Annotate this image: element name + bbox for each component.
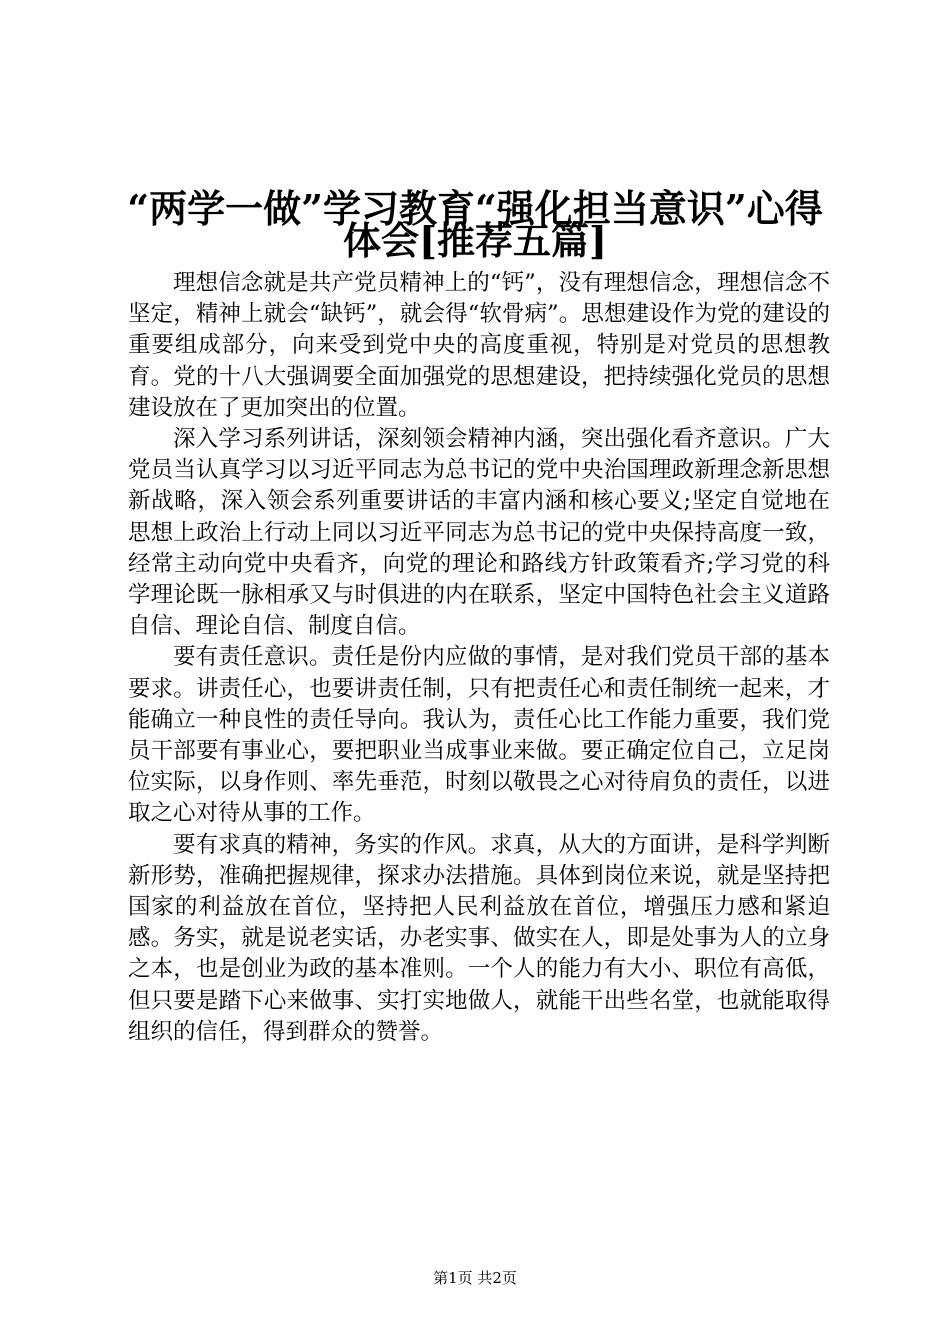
document-title-line-1: “两学一做”学习教育“强化担当意识”心得 [127, 186, 823, 231]
paragraph: 深入学习系列讲话，深刻领会精神内涵，突出强化看齐意识。广大党员当认真学习以习近平同志为总书记的党中央治国理政新理念新思想新战略，深入领会系列重要讲话的丰富内涵和核心要义;坚定自觉地在思想上政治上行动上同以习近平同志为总书记的党中央保持高度一致，经常主动向党中央看齐，向党的理论和路线方针政策看齐;学习党的科学理论既一脉相承又与时俱进的内在联系，坚定中国特色社会主义道路自信、理论自信、制度自信。 [128, 426, 830, 640]
document-body [128, 268, 830, 1048]
document-title-line-2: 体会[推荐五篇] [343, 218, 607, 263]
paragraph: 要有责任意识。责任是份内应做的事情，是对我们党员干部的基本要求。讲责任心，也要讲责任制，只有把责任心和责任制统一起来，才能确立一种良性的责任导向。我认为，责任心比工作能力重要，我们党员干部要有事业心，要把职业当成事业来做。要正确定位自己，立足岗位实际，以身作则、率先垂范，时刻以敬畏之心对待肩负的责任，以进取之心对待从事的工作。 [128, 644, 830, 827]
paragraph: 要有求真的精神，务实的作风。求真，从大的方面讲，是科学判断新形势，准确把握规律，探求办法措施。具体到岗位来说，就是坚持把国家的利益放在首位，坚持把人民利益放在首位，增强压力感和紧迫感。务实，就是说老实话，办老实事、做实在人，即是处事为人的立身之本，也是创业为政的基本准则。一个人的能力有大小、职位有高低，但只要是踏下心来做事、实打实地做人，就能干出些名堂，也就能取得组织的信任，得到群众的赞誉。 [128, 831, 830, 1045]
page-footer: 第1页 共2页 [433, 1269, 517, 1287]
paragraph: 理想信念就是共产党员精神上的“钙”，没有理想信念，理想信念不坚定，精神上就会“缺钙”，就会得“软骨病”。思想建设作为党的建设的重要组成部分，向来受到党中央的高度重视，特别是对党员的思想教育。党的十八大强调要全面加强党的思想建设，把持续强化党员的思想建设放在了更加突出的位置。 [128, 270, 830, 421]
